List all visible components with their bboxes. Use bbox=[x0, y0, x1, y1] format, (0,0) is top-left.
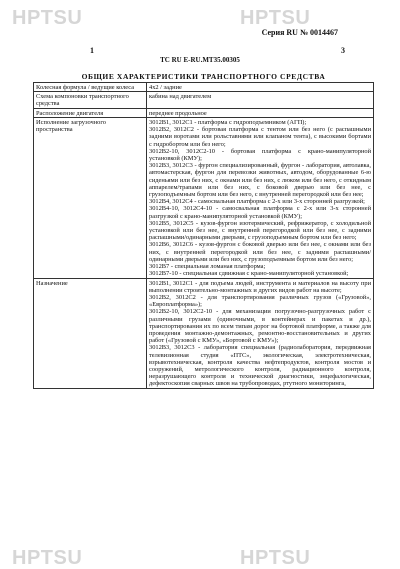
value-paragraph: 3012В5, 3012С5 - кузов-фургон изотермический, рефрижератор, с холодильной установкой или без нее, с внутренней перегородкой или без нее, с задними распашными/одинарными дверьми, с грузоподъемным бортом или без него; bbox=[149, 219, 371, 242]
value-paragraph: 3012В4-10, 3012С4-10 - самосвальная платформа с 2-х или 3-х сторонней разгрузкой с крано-манипуляторной установкой (КМУ); bbox=[149, 205, 371, 220]
value-paragraph: 3012В2-10, 3012С2-10 - бортовая платформа с крано-манипуляторной установкой (КМУ); bbox=[149, 147, 371, 162]
row-value bbox=[147, 92, 374, 109]
row-label: Колесная формула / ведущие колеса bbox=[34, 83, 147, 92]
row-label: Схема компоновки транспортного средства bbox=[34, 92, 147, 109]
row-value bbox=[147, 108, 374, 117]
characteristics-table bbox=[33, 82, 374, 389]
value-paragraph: 3012В2-10, 3012С2-10 - для механизации погрузочно-разгрузочных работ с различными грузами (одиночными, в контейнерах и пакетах и др.), транспортирования их по всем типам дорог на бортовой платформе, а также для проведения монтажно-демонтажных, ремонтно-восстановительных и других работ («Грузовой с КМУ», «Бортовой с КМУ»); bbox=[149, 308, 371, 345]
certificate-series: Серия RU № 0014467 bbox=[261, 28, 338, 37]
value-paragraph: 3012В1, 3012С1 - платформа с гидроподъемником (АГП); bbox=[149, 118, 307, 126]
watermark-bottom-left: HPTSU bbox=[12, 547, 83, 569]
value-paragraph: 4x2 / задние bbox=[149, 83, 182, 91]
row-value bbox=[147, 118, 374, 279]
table-row bbox=[34, 279, 374, 389]
value-paragraph: 3012В7-10 - специальная сдвижная с крано-манипуляторной установкой; bbox=[149, 270, 349, 278]
row-value bbox=[147, 279, 374, 389]
value-paragraph: 3012В2, 3012С2 - бортовая платформа с тентом или без него (с распашными задними воротами или рольставнями или клапаном тента), с высокими бортами с гидробортом или без него; bbox=[149, 126, 371, 148]
value-paragraph: 3012В1, 3012С1 - для подъема людей, инструмента и материалов на высоту при выполнении строительно-монтажных и других видов работ на высоте; bbox=[149, 279, 371, 294]
value-paragraph: кабина над двигателем bbox=[149, 92, 212, 100]
value-paragraph: 3012В4, 3012С4 - самосвальная платформа с 2-х или 3-х сторонней разгрузкой; bbox=[149, 198, 365, 206]
section-title: ОБЩИЕ ХАРАКТЕРИСТИКИ ТРАНСПОРТНОГО СРЕДСТВА bbox=[81, 72, 326, 81]
table-row bbox=[34, 83, 374, 92]
value-paragraph: 3012В2, 3012С2 - для транспортирования различных грузов («Грузовой», «Европлатформа»); bbox=[149, 294, 371, 309]
table-row bbox=[34, 108, 374, 117]
value-paragraph: 3012В7 - специальная ломаная платформа; bbox=[149, 263, 266, 271]
certificate-code: TC RU E-RU.MT35.00305 bbox=[160, 56, 240, 64]
value-paragraph: переднее продольное bbox=[149, 109, 207, 117]
table-row bbox=[34, 92, 374, 109]
page-number-right: 3 bbox=[341, 46, 345, 55]
watermark-bottom-right: HPTSU bbox=[240, 547, 311, 569]
row-label: Назначение bbox=[34, 279, 147, 389]
row-label: Расположение двигателя bbox=[34, 108, 147, 117]
row-value bbox=[147, 83, 374, 92]
value-paragraph: 3012В3, 3012С3 - лаборатория специальная (радиолаборатория, передвижная телевизионная студия «ПТС», экологическая, электротехническая, взрывотехническая, контроля качества нефтепродуктов, контроля мостов и сооружений, метрологического контроля, радиационного контроля, неразрушающего контроля и технической диагностики, энцефалогическая, дефектоскопия сварных швов на трубопроводах, ртутного мониторинга, bbox=[149, 344, 371, 388]
value-paragraph: 3012В6, 3012С6 - кузов-фургон с боковой дверью или без нее, с окнами или без них, с внутренней перегородкой или без нее, с задними распашными/одинарными дверьми или без них, с грузоподъемным бортом или без него; bbox=[149, 241, 371, 263]
watermark-top-right: HPTSU bbox=[240, 7, 311, 29]
row-label: Исполнение загрузочного пространства bbox=[34, 118, 147, 279]
value-paragraph: 3012В3, 3012С3 - фургон специализированный, фургон - лаборатория, автолавка, автомастерская, фургон для перевозки животных, автодом, оборудованные 6-ю сиденьями или без них, с окнами или без них, с люком или без него, с откидным аппарелем/трапами или без них, с боковой дверью или без нее, с грузоподъемным бортом или без него, с внутренней перегородкой или без нее; bbox=[149, 162, 371, 198]
page-number-left: 1 bbox=[90, 46, 94, 55]
watermark-top-left: HPTSU bbox=[12, 7, 83, 29]
table-row bbox=[34, 118, 374, 279]
